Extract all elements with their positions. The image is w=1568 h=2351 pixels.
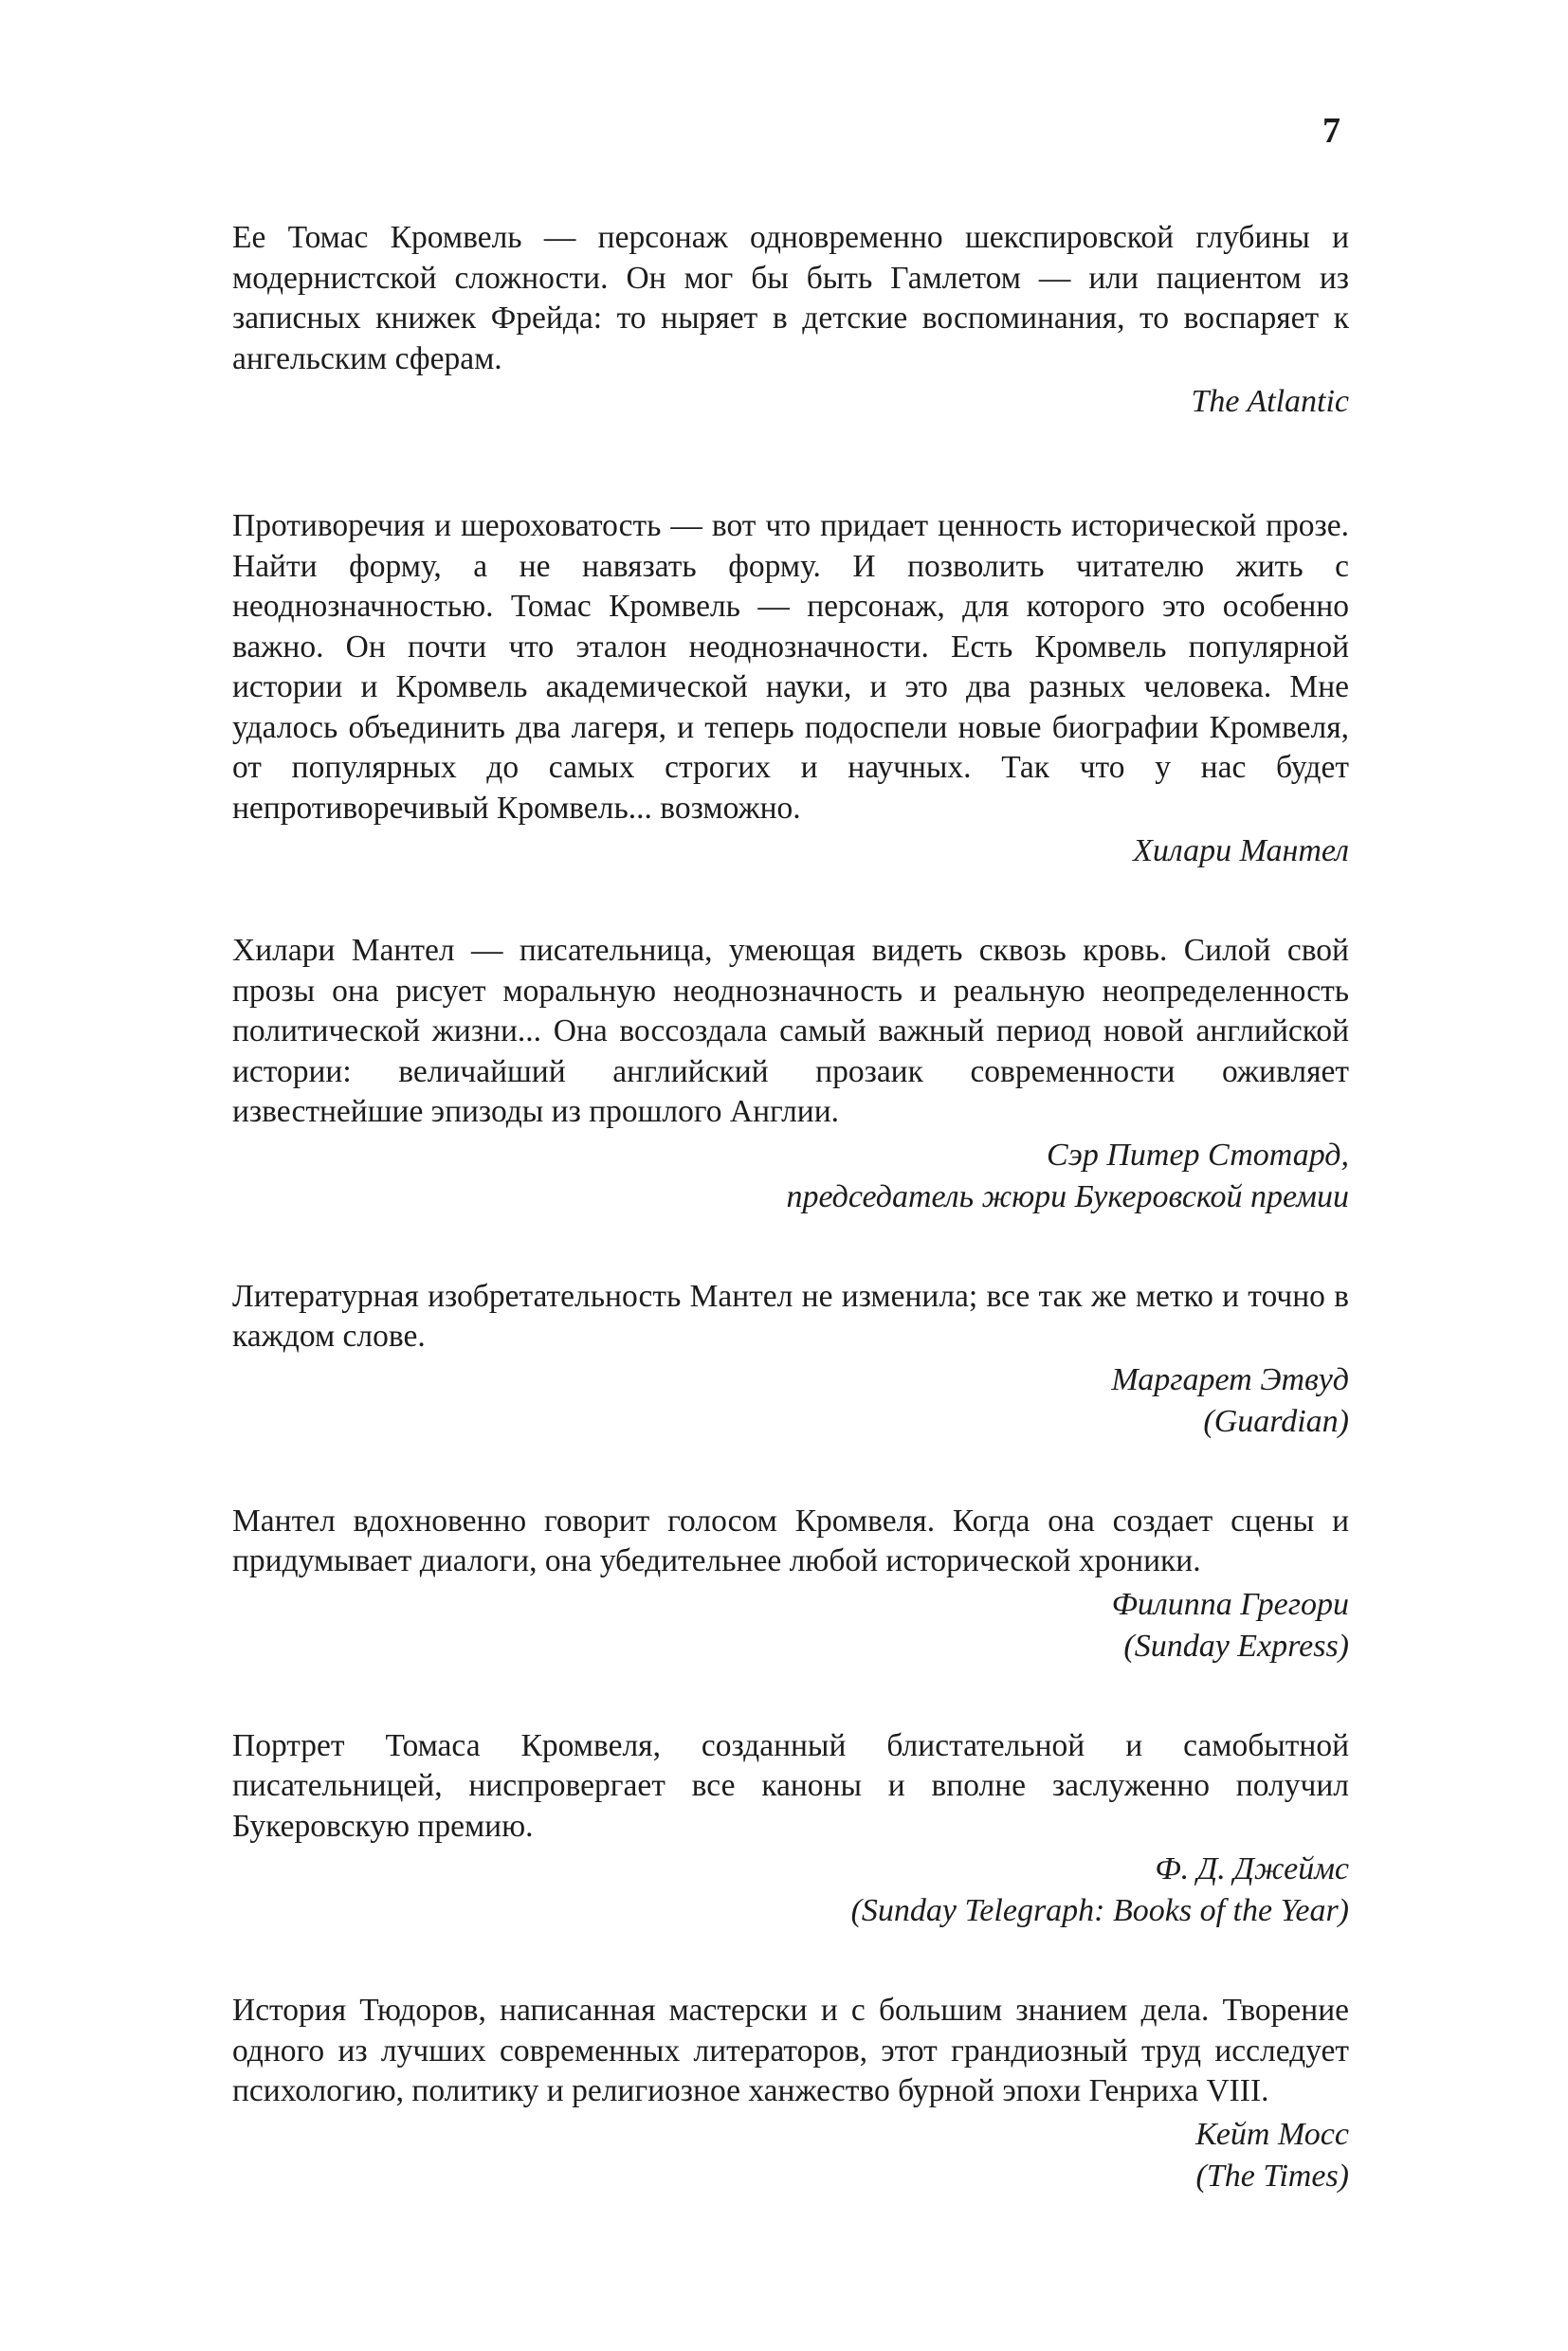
review-attribution (232, 1849, 1349, 1932)
review-3 (232, 931, 1349, 1218)
review-1 (232, 218, 1349, 423)
attribution-author: Маргарет Этвуд (1111, 1361, 1349, 1397)
review-attribution (232, 381, 1349, 423)
attribution-source: (The Times) (1195, 2158, 1349, 2194)
attribution-author: Кейт Мосс (1195, 2116, 1349, 2152)
review-text: Ее Томас Кромвель — персонаж одновременно шекспировской глубины и модернистской сложности. Он мог бы быть Гамлетом — или пациентом из записных книжек Фрейда: то ныряет в детские воспоминания, то воспаряет к ангельским сферам. (232, 220, 1349, 376)
review-text: Портрет Томаса Кромвеля, созданный блистательной и самобытной писательницей, ниспровергает все каноны и вполне заслуженно получил Букеровскую премию. (232, 1727, 1349, 1844)
attribution-author: Сэр Питер Стотард, (1046, 1137, 1349, 1173)
review-text: Хилари Мантел — писательница, умеющая видеть сквозь кровь. Силой свой прозы она рисует моральную неоднозначность и реальную неопределенность политической жизни... Она воссоздала самый важный период новой английской истории: величайший английский прозаик современности оживляет известнейшие эпизоды из прошлого Англии. (232, 933, 1349, 1129)
attribution-source: (Sunday Express) (1123, 1628, 1349, 1664)
review-2 (232, 506, 1349, 872)
review-text: Литературная изобретательность Мантел не изменила; все так же метко и точно в каждом слове. (232, 1278, 1349, 1354)
review-6 (232, 1726, 1349, 1933)
review-attribution (232, 1359, 1349, 1443)
review-attribution (232, 1584, 1349, 1668)
attribution-role: председатель жюри Букеровской премии (786, 1178, 1349, 1214)
review-5 (232, 1502, 1349, 1668)
page-number: 7 (1322, 111, 1340, 151)
reviews-list (232, 218, 1349, 2256)
review-attribution (232, 2114, 1349, 2197)
review-attribution (232, 830, 1349, 872)
attribution-author: Хилари Мантел (1133, 833, 1349, 868)
attribution-source: The Atlantic (1191, 384, 1349, 419)
review-4 (232, 1277, 1349, 1443)
review-text: Мантел вдохновенно говорит голосом Кромвеля. Когда она создает сцены и придумывает диалоги, она убедительнее любой исторической хроники. (232, 1503, 1349, 1578)
attribution-source: (Guardian) (1203, 1403, 1349, 1439)
attribution-author: Филиппа Грегори (1111, 1586, 1349, 1622)
attribution-author: Ф. Д. Джеймс (1155, 1851, 1349, 1886)
review-text: История Тюдоров, написанная мастерски и с большим знанием дела. Творение одного из лучших современных литераторов, этот грандиозный труд исследует психологию, политику и религиозное ханжество бурной эпохи Генриха VIII. (232, 1993, 1349, 2108)
review-text: Противоречия и шероховатость — вот что придает ценность исторической прозе. Найти форму, а не навязать форму. И позволить читателю жить с неоднозначностью. Томас Кромвель — персонаж, для которого это особенно важно. Он почти что эталон неоднозначности. Есть Кромвель популярной истории и Кромвель академической науки, и это два разных человека. Мне удалось объединить два лагеря, и теперь подоспели новые биографии Кромвеля, от популярных до самых строгих и научных. Так что у нас будет непротиворечивый Кромвель... возможно. (232, 508, 1349, 826)
attribution-source: (Sunday Telegraph: Books of the Year) (850, 1893, 1349, 1928)
review-7 (232, 1991, 1349, 2197)
review-attribution (232, 1135, 1349, 1218)
